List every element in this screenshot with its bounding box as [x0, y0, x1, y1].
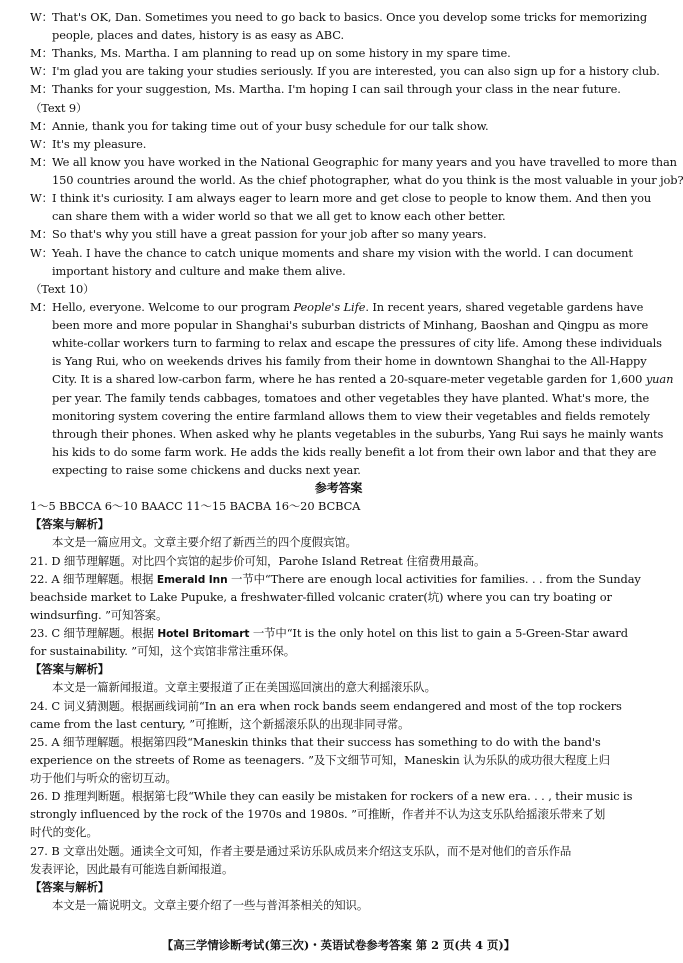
line-text: So that's why you still have a great passion for your job after so many years.: [52, 227, 487, 242]
line-text: （Text 10）: [30, 281, 95, 296]
text-line: [52, 316, 650, 334]
line-text: 【答案与解析】: [30, 879, 110, 894]
section-heading: [30, 878, 650, 896]
text-line: [52, 389, 650, 407]
line-text: per year. The family tends cabbages, tomatoes and other vegetables they have planted. What's more, the: [52, 390, 650, 405]
text-line: [30, 80, 650, 98]
line-text: 【答案与解析】: [30, 662, 110, 677]
speaker-label: M：: [30, 227, 53, 242]
line-text: 发表评论，因此最有可能选自新闻报道。: [30, 861, 234, 876]
text-line: [30, 497, 650, 515]
text-line: [30, 787, 650, 805]
line-text-tail: . In recent years, shared vegetable gardens have: [365, 299, 644, 314]
line-text: his kids to do some farm work. He adds the kids really benefit a lot from their own labor and that they are: [52, 444, 657, 459]
line-text: I think it's curiosity. I am always eager to learn more and get close to people to know them. And then you: [52, 191, 652, 206]
line-text: came from the last century, ”可推断，这个新摇滚乐队的出现非同寻常。: [30, 716, 410, 731]
page-footer: 【高三学情诊断考试(第三次)・英语试卷参考答案 第 2 页(共 4 页)】: [161, 938, 516, 952]
line-text: been more and more popular in Shanghai's suburban districts of Minhang, Baoshan and Qingpu as more: [52, 318, 649, 333]
text-line: [30, 99, 650, 117]
text-line: [30, 552, 650, 570]
line-text: （Text 9）: [30, 100, 88, 115]
speaker-label: W：: [30, 245, 53, 260]
speaker-label: W：: [30, 191, 53, 206]
text-line: [30, 153, 677, 171]
text-line: [30, 117, 650, 135]
bold-term: Hotel Britomart: [157, 628, 250, 641]
text-line: [30, 244, 650, 262]
text-line: [52, 425, 664, 443]
text-line: [30, 624, 650, 643]
line-text: experience on the streets of Rome as teenagers. ”及下文细节可知，Maneskin 认为乐队的成功很大程度上归: [30, 752, 610, 767]
text-line: [30, 769, 650, 787]
text-line: [52, 678, 650, 696]
line-text: strongly influenced by the rock of the 1970s and 1980s. ”可推断，作者并不认为这支乐队给摇滚乐带来了划: [30, 807, 606, 822]
text-line: [30, 570, 650, 589]
speaker-label: M：: [30, 154, 53, 169]
line-text: Thanks, Ms. Martha. I am planning to read up on some history in my spare time.: [52, 46, 511, 61]
text-line: [30, 8, 650, 26]
text-line: [52, 533, 650, 551]
text-line: [30, 697, 650, 715]
text-line: [52, 26, 650, 44]
text-line: [30, 280, 650, 298]
line-text: people, places and dates, history is as easy as ABC.: [52, 28, 345, 43]
speaker-label: W：: [30, 10, 53, 24]
line-text: white-collar workers turn to farming to relax and escape the pressures of city life. Among these individuals: [52, 336, 662, 351]
text-line: [52, 207, 650, 225]
line-text: 26. D 推理判断题。根据第七段“While they can easily be mistaken for rockers of a new era. . . , their music is: [30, 789, 633, 804]
text-line: [52, 461, 650, 479]
speaker-label: M：: [30, 299, 53, 314]
line-text: is Yang Rui, who on weekends drives his family from their home in downtown Shanghai to the All-Happy: [52, 354, 647, 369]
line-text: through their phones. When asked why he plants vegetables in the suburbs, Yang Rui says he mainly wants: [52, 426, 664, 441]
line-text: windsurfing. ”可知答案。: [30, 607, 168, 622]
text-line: [52, 370, 674, 388]
speaker-label: W：: [30, 64, 53, 79]
text-line: [30, 842, 650, 860]
line-text: monitoring system covering the entire farmland allows them to view their vegetables and fields remotely: [52, 408, 650, 423]
text-line: [52, 407, 650, 425]
text-line: [30, 805, 650, 823]
speaker-label: W：: [30, 136, 53, 151]
line-text: 【答案与解析】: [30, 517, 110, 532]
section-heading: [30, 515, 650, 533]
section-heading: [30, 660, 650, 678]
line-text: 21. D 细节理解题。对比四个宾馆的起步价可知，Parohe Island Retreat 住宿费用最高。: [30, 553, 486, 568]
line-text: for sustainability. ”可知，这个宾馆非常注重环保。: [30, 644, 296, 659]
italic-text: People's Life: [293, 299, 366, 314]
line-text: 功于他们与听众的密切互动。: [30, 771, 177, 786]
line-text: 时代的变化。: [30, 825, 98, 840]
line-text: I'm glad you are taking your studies seriously. If you are interested, you can also sign up for a history club.: [52, 64, 660, 79]
text-line: [30, 135, 650, 153]
text-line: [52, 262, 650, 280]
text-line: [30, 642, 650, 660]
line-text-tail: 一节中“There are enough local activities for families. . . from the Sunday: [227, 571, 641, 586]
line-text: 本文是一篇说明文。文章主要介绍了一些与普洱茶相关的知识。: [52, 897, 369, 912]
bold-term: Emerald Inn: [156, 573, 228, 586]
line-text: 本文是一篇新闻报道。文章主要报道了正在美国巡回演出的意大利摇滚乐队。: [52, 680, 436, 695]
line-text-tail: 一节中“It is the only hotel on this list to gain a 5-Green-Star award: [249, 626, 628, 641]
line-text: Annie, thank you for taking time out of your busy schedule for our talk show.: [52, 118, 489, 133]
text-line: [52, 352, 650, 370]
text-line: [52, 896, 650, 914]
line-text: 25. A 细节理解题。根据第四段“Maneskin thinks that their success has something to do with the band's: [30, 734, 601, 749]
line-text: It's my pleasure.: [52, 136, 147, 151]
speaker-label: M：: [30, 46, 53, 61]
line-text: Thanks for your suggestion, Ms. Martha. I'm hoping I can sail through your class in the near future.: [52, 82, 621, 97]
text-line: [52, 334, 662, 352]
line-text: 本文是一篇应用文。文章主要介绍了新西兰的四个度假宾馆。: [52, 535, 357, 550]
text-line: [52, 171, 683, 189]
speaker-label: M：: [30, 82, 53, 97]
italic-text: yuan: [645, 372, 674, 387]
text-line: [30, 733, 650, 751]
line-text: 22. A 细节理解题。根据: [30, 571, 157, 586]
line-text: 参考答案: [314, 481, 363, 496]
text-line: [52, 443, 657, 461]
line-text: 24. C 词义猜测题。根据画线词前“In an era when rock bands seem endangered and most of the top rockers: [30, 698, 622, 713]
text-line: [30, 860, 650, 878]
text-line: [30, 751, 650, 769]
line-text: 27. B 文章出处题。通读全文可知，作者主要是通过采访乐队成员来介绍这支乐队，而不是对他们的音乐作品: [30, 843, 572, 858]
line-text: We all know you have worked in the National Geographic for many years and you have travelled to more than: [52, 154, 677, 169]
text-line: [30, 606, 650, 624]
text-line: [30, 298, 650, 316]
line-text: 23. C 细节理解题。根据: [30, 626, 158, 641]
text-line: [30, 225, 650, 243]
text-line: [30, 823, 650, 841]
text-line: [30, 189, 650, 207]
text-line: [30, 62, 660, 80]
line-text: 1～5 BBCCA 6～10 BAACC 11～15 BACBA 16～20 BCBCA: [30, 499, 361, 514]
line-text: can share them with a wider world so that we all get to know each other better.: [52, 209, 506, 224]
line-text: City. It is a shared low-carbon farm, where he has rented a 20-square-meter vegetable garden for 1,600: [52, 372, 646, 387]
line-text: important history and culture and make them alive.: [52, 263, 346, 278]
text-line: [30, 44, 650, 62]
line-text: 150 countries around the world. As the chief photographer, what do you think is the most valuable in your job?: [52, 173, 683, 188]
line-text: Yeah. I have the chance to catch unique moments and share my vision with the world. I can document: [52, 245, 633, 260]
line-text: Hello, everyone. Welcome to our program: [52, 299, 294, 314]
text-line: [30, 715, 650, 733]
line-text: expecting to raise some chickens and ducks next year.: [52, 463, 361, 477]
speaker-label: M：: [30, 118, 53, 133]
answer-heading: [0, 479, 677, 497]
line-text: beachside market to Lake Pupuke, a freshwater-filled volcanic crater(坑) where you can try boating or: [30, 589, 612, 604]
line-text: That's OK, Dan. Sometimes you need to go back to basics. Once you develop some tricks for memorizing: [52, 10, 648, 24]
text-line: [30, 588, 650, 606]
